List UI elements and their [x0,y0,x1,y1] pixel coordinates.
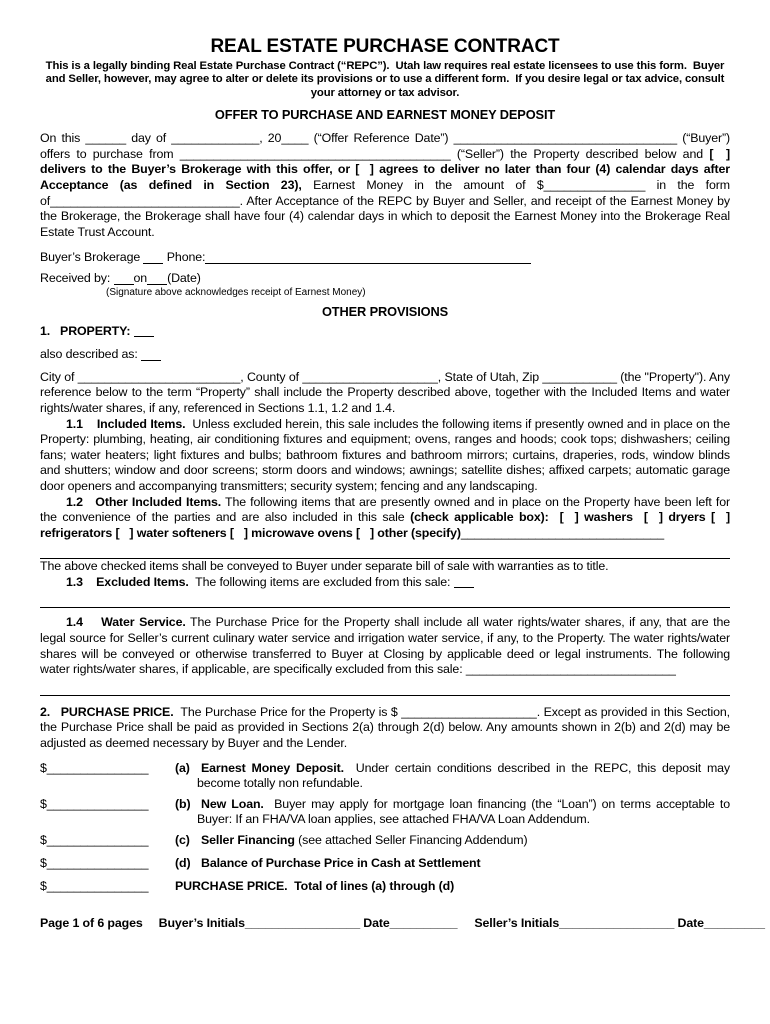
price-marker-b: (b) [175,796,191,811]
amount-blank-d[interactable]: $_______________ [40,855,149,870]
received-by-line [40,271,730,287]
excluded-items-line [40,575,730,591]
offer-terms-paragraph: On this ______ day of _____________, 20____ (“Offer Reference Date”) _________________________________ (“Buyer”) offers to purchase from ________________________________________ (“Seller”) the Property described below and [ ] delivers to the Buyer’s Brokerage with this offer, or [ ] agrees to deliver no later than four (4) calendar days after Acceptance (as defined in Section 23), Earnest Money in the amount of $_______________ in the form of____________________________. After Acceptance of the REPC by Buyer and Seller, and receipt of the Earnest Money by the Brokerage, the Brokerage shall have four (4) calendar days in which to deposit the Earnest Money into the Brokerage Real Estate Trust Account. [40,131,730,239]
price-text-c: (see attached Seller Financing Addendum) [294,833,528,847]
price-label-total: PURCHASE PRICE. Total of lines (a) through (d) [175,879,455,894]
water-service-paragraph: 1.4 Water Service. The Purchase Price for the Property shall include all water rights/water shares, if any, that are the legal source for Seller’s current culinary water service and irrigation water service, if any, to the Property. The water rights/water shares will be conveyed or otherwise transferred to Buyer at Closing by applicable deed or legal instruments. The following water rights/water shares, if applicable, are specifically excluded from this sale: _______________________________ [40,615,730,677]
purchase-price-paragraph: 2. PURCHASE PRICE. The Purchase Price for the Property is $ ____________________. Except as provided in this Section, the Purchase Price shall be paid as provided in Sections 2(a) through 2(d) below. Any amounts shown in 2(b) and 2(d) may be adjusted as deemed necessary by Buyer and the Lender. [40,704,730,751]
seller-initials-line[interactable]: Seller’s Initials_________________ Date_________ [474,916,765,930]
signature-note: (Signature above acknowledges receipt of Earnest Money) [106,286,366,298]
price-line-b [175,797,730,828]
price-line-a [175,761,730,792]
price-line-total [175,879,730,895]
amount-blank-a[interactable]: $_______________ [40,760,149,775]
brokerage-name-blank[interactable] [143,250,163,264]
price-row-total [40,879,730,895]
other-provisions-heading: OTHER PROVISIONS [321,303,449,319]
included-items-paragraph: 1.1 Included Items. Unless excluded herein, this sale includes the following items if presently owned and in place on the Property: plumbing, heating, air conditioning fixtures and equipment; ovens, ranges and hoods; cook tops; dishwashers; ceiling fans; water heaters; light fixtures and bulbs; bathroom fixtures and bathroom mirrors; curtains, draperies, rods, window blinds and shutters; window and door screens; storm doors and windows; awnings; satellite dishes; affixed carpets; automatic garage door openers and accompanying transmitters; security system; fencing and any landscaping. [40,416,730,493]
price-marker-a: (a) [175,760,190,775]
buyers-brokerage-label: Buyer’s Brokerage [40,250,144,265]
page-title: REAL ESTATE PURCHASE CONTRACT [210,36,560,57]
price-row-a [40,761,730,792]
price-line-c [175,833,730,849]
specify-continuation-blank[interactable] [40,545,730,559]
received-signature-blank[interactable] [114,271,134,285]
amount-blank-total[interactable]: $_______________ [40,879,149,894]
legal-disclaimer: This is a legally binding Real Estate Purchase Contract (“REPC”). Utah law requires real estate licensees to use this form. Buyer and Seller, however, may agree to alter or delete its provisions or to use a different form. If you desire legal or tax advice, consult your attorney or tax advisor. [45,60,725,99]
price-text-b: Buyer may apply for mortgage loan financing (the “Loan”) on terms acceptable to Buyer: If an FHA/VA loan applies, see attached FHA/VA Loan Addendum. [197,796,730,827]
page-footer [40,916,765,932]
received-by-label: Received by: [40,270,114,285]
page-number-label: Page 1 of 6 pages [40,916,143,930]
price-label-d: Balance of Purchase Price in Cash at Settlement [201,855,481,870]
property-section-label: 1. PROPERTY: [40,323,134,338]
excluded-items-text: 1.3 Excluded Items. The following items are excluded from this sale: [66,574,454,589]
brokerage-line [40,250,730,266]
price-marker-c: (c) [175,833,190,847]
property-description-blank[interactable] [134,324,154,338]
property-location-paragraph: City of ________________________, County of ____________________, State of Utah, Zip ___________ (the "Property"). Any reference below to the term “Property” shall include the Property described above, together with the Included Items and water rights/water shares, if any, referenced in Sections 1.1, 1.2 and 1.4. [40,369,730,415]
other-included-items-paragraph: 1.2 Other Included Items. The following items that are presently owned and in place on the Property have been left for the convenience of the parties and are also included in this sale (check applicable box): [ ] washers [ ] dryers [ ] refrigerators [ ] water softeners [ ] microwave ovens [ ] other (specify)______________________________ [40,494,730,540]
buyer-initials-line[interactable]: Buyer’s Initials_________________ Date__________ [158,916,458,930]
phone-blank[interactable] [205,250,530,264]
amount-blank-c[interactable]: $_______________ [40,833,149,847]
water-service-continuation-blank[interactable] [40,682,730,696]
price-label-a: Earnest Money Deposit. [201,760,344,775]
also-described-blank[interactable] [141,347,161,361]
price-row-d [40,856,730,872]
offer-heading: OFFER TO PURCHASE AND EARNEST MONEY DEPOSIT [214,107,556,123]
bill-of-sale-note: The above checked items shall be conveyed to Buyer under separate bill of sale with warranties as to title. [40,559,609,574]
also-described-label: also described as: [40,347,142,362]
property-section-line [40,324,730,340]
also-described-line [40,347,730,363]
price-text-a: Under certain conditions described in the REPC, this deposit may become totally non refundable. [197,760,730,791]
price-line-d [175,856,730,872]
on-label: on [133,270,148,285]
received-date-blank[interactable] [147,271,167,285]
price-row-b [40,797,730,828]
date-label: (Date) [167,270,201,285]
price-marker-d: (d) [175,855,191,870]
amount-blank-b[interactable]: $_______________ [40,796,149,811]
excluded-items-blank[interactable] [454,575,474,589]
excluded-items-continuation-blank[interactable] [40,594,730,608]
price-label-b: New Loan. [201,796,264,811]
price-label-c: Seller Financing [201,833,295,847]
price-row-c [40,833,730,849]
phone-label: Phone: [163,250,206,265]
